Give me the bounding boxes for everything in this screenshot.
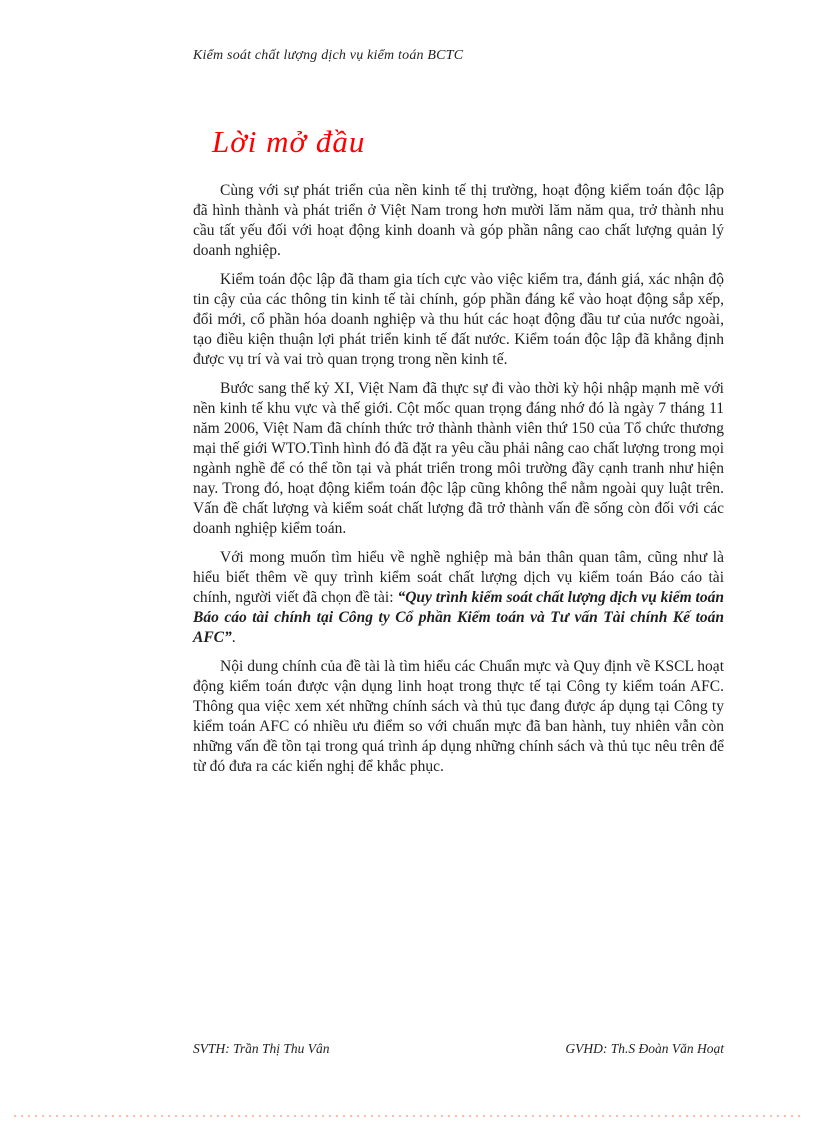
paragraph: Kiểm toán độc lập đã tham gia tích cực vào việc kiểm tra, đánh giá, xác nhận độ tin cậy của các thông tin kinh tế tài chính, góp phần đáng kể vào hoạt động sắp xếp, đổi mới, cổ phần hóa doanh nghiệp và thu hút các hoạt động đầu tư của nước ngoài, tạo điều kiện thuận lợi phát triển kinh tế đất nước. Kiểm toán độc lập đã khẳng định được vụ trí và vai trò quan trọng trong nền kinh tế.	[193, 271, 724, 368]
paragraph-with-thesis-title	[193, 548, 724, 648]
paragraph: Bước sang thế kỷ XI, Việt Nam đã thực sự đi vào thời kỳ hội nhập mạnh mẽ với nền kinh tế khu vực và thế giới. Cột mốc quan trọng đáng nhớ đó là ngày 7 tháng 11 năm 2006, Việt Nam đã chính thức trở thành thành viên thứ 150 của Tổ chức thương mại thế giới WTO.Tình hình đó đã đặt ra yêu cầu phải nâng cao chất lượng trong mọi ngành nghề để có thể tồn tại và phát triển trong môi trường đầy cạnh tranh như hiện nay. Trong đó, hoạt động kiểm toán độc lập cũng không thể nằm ngoài quy luật trên. Vấn đề chất lượng và kiểm soát chất lượng đã trở thành vấn đề sống còn đối với các doanh nghiệp kiểm toán.	[193, 380, 724, 537]
paragraph-tail-text: .	[231, 629, 236, 646]
paragraph-lead-text: Với mong muốn tìm hiểu về nghề nghiệp mà bản thân quan tâm, cũng như là hiểu biết thêm về quy trình kiểm soát chất lượng dịch vụ kiểm toán Báo cáo tài chính, người viết đã chọn đề tài:	[193, 549, 724, 606]
document-body	[193, 181, 724, 777]
footer-advisor-name: GVHD: Th.S Đoàn Văn Hoạt	[565, 1041, 724, 1056]
paragraph: Nội dung chính của đề tài là tìm hiểu các Chuẩn mực và Quy định về KSCL hoạt động kiểm toán được vận dụng linh hoạt trong thực tế tại Công ty kiểm toán AFC. Thông qua việc xem xét những chính sách và thủ tục đang được áp dụng tại Công ty kiểm toán AFC có nhiều ưu điểm so với chuẩn mực đã ban hành, tuy nhiên vẫn còn những vấn đề tồn tại trong quá trình áp dụng những chính sách và thủ tục nêu trên để từ đó đưa ra các kiến nghị để khắc phục.	[193, 658, 724, 775]
page-bottom-dotted-line	[14, 1115, 805, 1117]
thesis-title-quote: “Quy trình kiểm soát chất lượng dịch vụ kiểm toán Báo cáo tài chính tại Công ty Cổ phần Kiểm toán và Tư vấn Tài chính Kế toán AFC”	[193, 589, 724, 646]
page-title: Lời mở đầu	[212, 124, 366, 159]
footer-student-name: SVTH: Trần Thị Thu Vân	[193, 1041, 330, 1056]
paragraph: Cùng với sự phát triển của nền kinh tế thị trường, hoạt động kiểm toán độc lập đã hình thành và phát triển ở Việt Nam trong hơn mười lăm năm qua, trở thành nhu cầu tất yếu đối với hoạt động kinh doanh và góp phần nâng cao chất lượng quản lý doanh nghiệp.	[193, 182, 724, 259]
running-header: Kiểm soát chất lượng dịch vụ kiểm toán BCTC	[193, 48, 464, 63]
page-footer	[193, 1041, 724, 1057]
